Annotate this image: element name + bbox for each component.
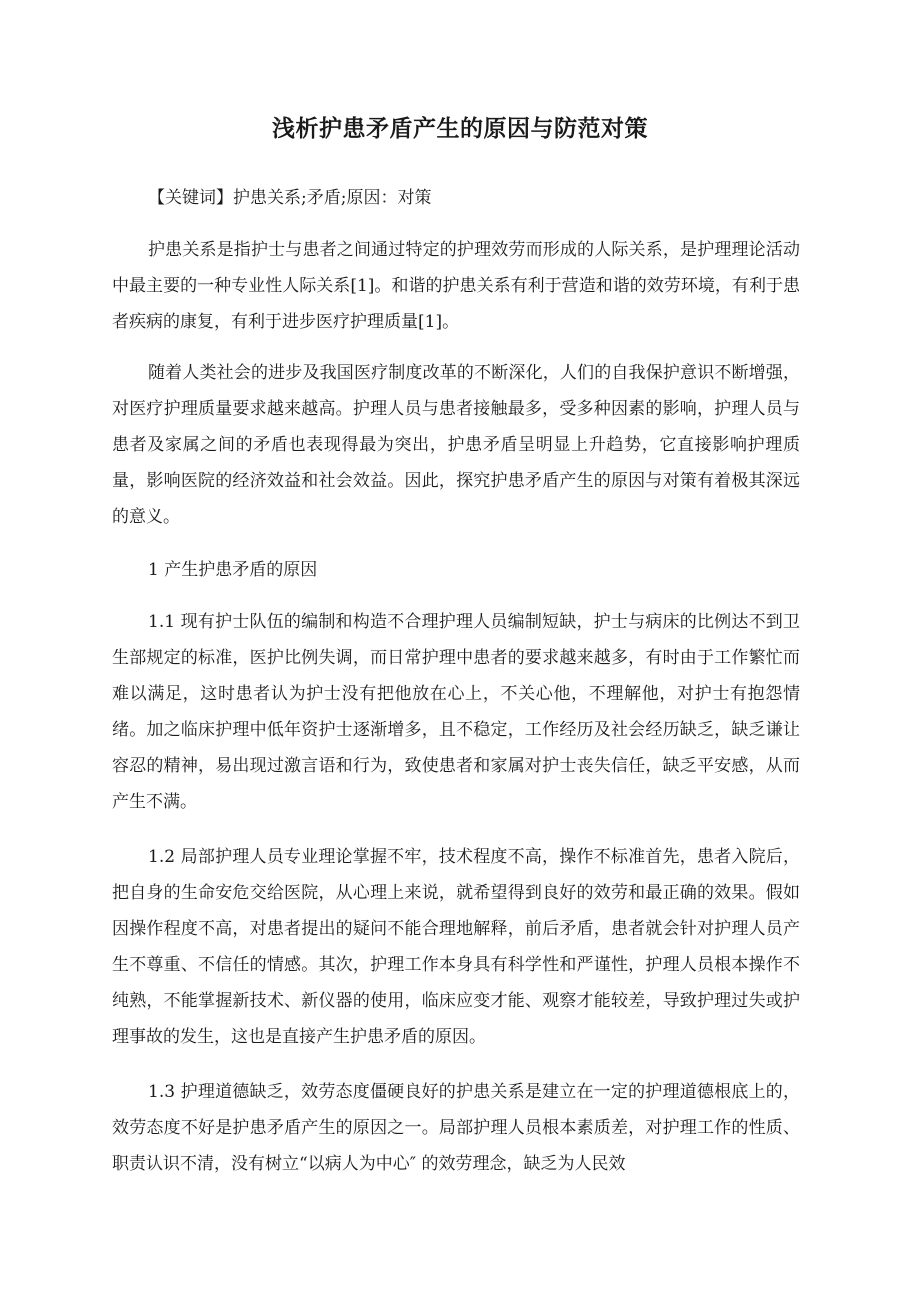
- section-heading: 1 产生护患矛盾的原因: [148, 560, 318, 580]
- subsection-1-2: 1.2 局部护理人员专业理论掌握不牢，技术程度不高，操作不标准首先，患者入院后，把自身的生命安危交给医院，从心理上来说，就希望得到良好的效劳和最正确的效果。假如因操作程度不高，对患者提出的疑问不能合理地解释，前后矛盾，患者就会针对护理人员产生不尊重、不信任的情感。其次，护理工作本身具有科学性和严谨性，护理人员根本操作不纯熟，不能掌握新技术、新仪器的使用，临床应变才能、观察才能较差，导致护理过失或护理事故的发生，这也是直接产生护患矛盾的原因。: [112, 847, 800, 1047]
- document-title: 浅析护患矛盾产生的原因与防范对策: [272, 116, 648, 142]
- intro-paragraph: 护患关系是指护士与患者之间通过特定的护理效劳而形成的人际关系，是护理理论活动中最主要的一种专业性人际关系[1]。和谐的护患关系有利于营造和谐的效劳环境，有利于患者疾病的康复，有利于进步医疗护理质量[1]。: [112, 240, 800, 332]
- subsection-1-3: 1.3 护理道德缺乏，效劳态度僵硬良好的护患关系是建立在一定的护理道德根底上的，效劳态度不好是护患矛盾产生的原因之一。局部护理人员根本素质差，对护理工作的性质、职责认识不清，没有树立“以病人为中心″ 的效劳理念，缺乏为人民效: [112, 1082, 800, 1174]
- background-paragraph: 随着人类社会的进步及我国医疗制度改革的不断深化，人们的自我保护意识不断增强，对医疗护理质量要求越来越高。护理人员与患者接触最多，受多种因素的影响，护理人员与患者及家属之间的矛盾也表现得最为突出，护患矛盾呈明显上升趋势，它直接影响护理质量，影响医院的经济效益和社会效益。因此，探究护患矛盾产生的原因与对策有着极其深远的意义。: [112, 363, 800, 527]
- keywords-line: 【关键词】护患关系;矛盾;原因：对策: [148, 188, 432, 208]
- subsection-1-1: 1.1 现有护士队伍的编制和构造不合理护理人员编制短缺，护士与病床的比例达不到卫生部规定的标准，医护比例失调，而日常护理中患者的要求越来越多，有时由于工作繁忙而难以满足，这时患者认为护士没有把他放在心上，不关心他，不理解他，对护士有抱怨情绪。加之临床护理中低年资护士逐渐增多，且不稳定，工作经历及社会经历缺乏，缺乏谦让容忍的精神，易出现过激言语和行为，致使患者和家属对护士丧失信任，缺乏平安感，从而产生不满。: [112, 612, 800, 812]
